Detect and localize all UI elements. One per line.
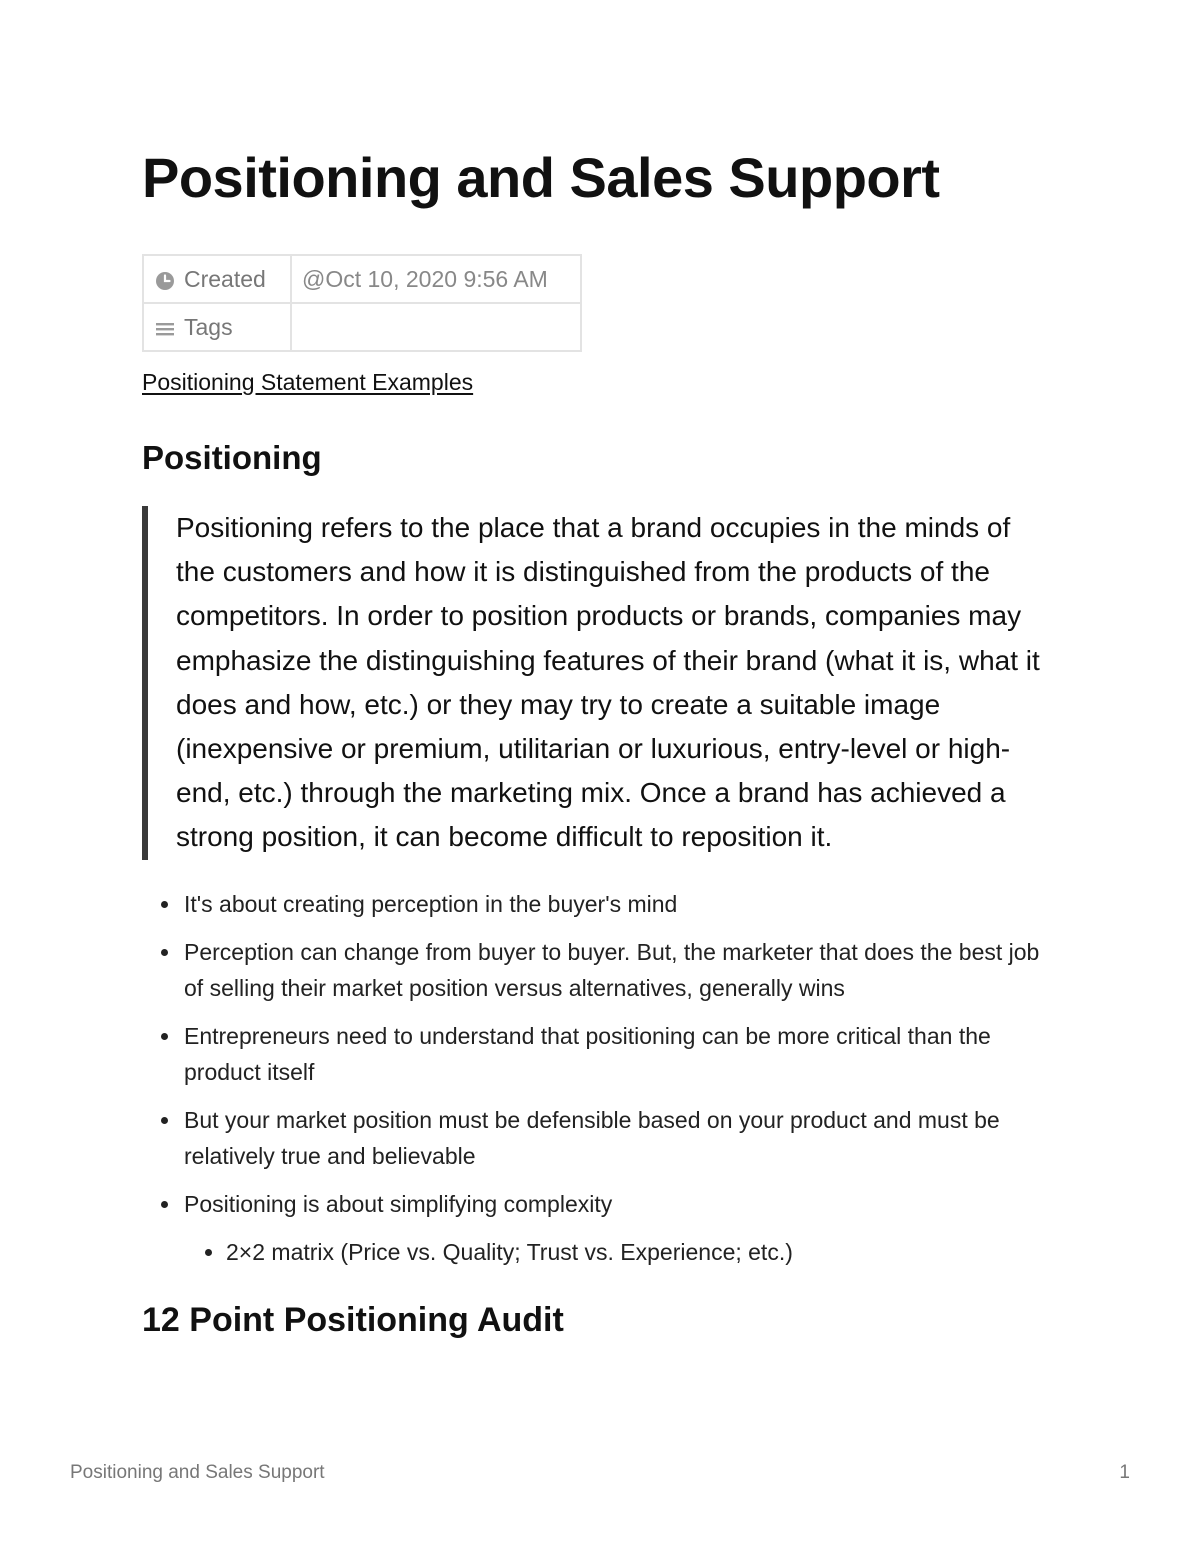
list-item: • Perception can change from buyer to buyer. But, the marketer that does the best job of selling their market position versus alternatives, generally wins: [182, 934, 1052, 1006]
list-item: • But your market position must be defensible based on your product and must be relatively true and believable: [182, 1102, 1052, 1174]
list-icon: [154, 317, 176, 339]
list-item: • It's about creating perception in the buyer's mind: [182, 886, 1052, 922]
property-key-created: [143, 255, 291, 303]
sub-list-item: • 2×2 matrix (Price vs. Quality; Trust vs. Experience; etc.): [226, 1234, 1052, 1270]
section-heading-audit: 12 Point Positioning Audit: [142, 1300, 564, 1339]
property-key-tags: [143, 303, 291, 351]
positioning-statement-examples-link[interactable]: Positioning Statement Examples: [142, 369, 474, 395]
page-content: [142, 140, 1052, 1342]
property-label: Tags: [184, 313, 233, 340]
list-item-with-sublist: [182, 1186, 1052, 1270]
clock-icon: [154, 269, 176, 291]
sub-bullet-list: [184, 1234, 1052, 1270]
property-value-tags[interactable]: [291, 303, 581, 351]
property-label: Created: [184, 265, 266, 292]
bullet-list: [142, 886, 1052, 1270]
properties-table: [142, 254, 582, 352]
positioning-quote: Positioning refers to the place that a brand occupies in the minds of the customers and how it is distinguished from the products of the competitors. In order to position products or brands, companies may emphasize the distinguishing features of their brand (what it is, what it does and how, etc.) or they may try to create a suitable image (inexpensive or premium, utilitarian or luxurious, entry-level or high-end, etc.) through the marketing mix. Once a brand has achieved a strong position, it can become difficult to reposition it.: [142, 506, 1046, 860]
property-row-created: [143, 255, 581, 303]
page-title: Positioning and Sales Support: [142, 146, 940, 209]
page-number: 1: [1119, 1462, 1130, 1483]
footer-title: Positioning and Sales Support: [70, 1462, 325, 1483]
property-row-tags: [143, 303, 581, 351]
property-value-created: @Oct 10, 2020 9:56 AM: [291, 255, 581, 303]
link-paragraph: [142, 366, 1052, 398]
list-item: • Entrepreneurs need to understand that positioning can be more critical than the product itself: [182, 1018, 1052, 1090]
list-item-text: Positioning is about simplifying complexity: [184, 1190, 613, 1217]
section-heading-positioning: Positioning: [142, 439, 322, 476]
